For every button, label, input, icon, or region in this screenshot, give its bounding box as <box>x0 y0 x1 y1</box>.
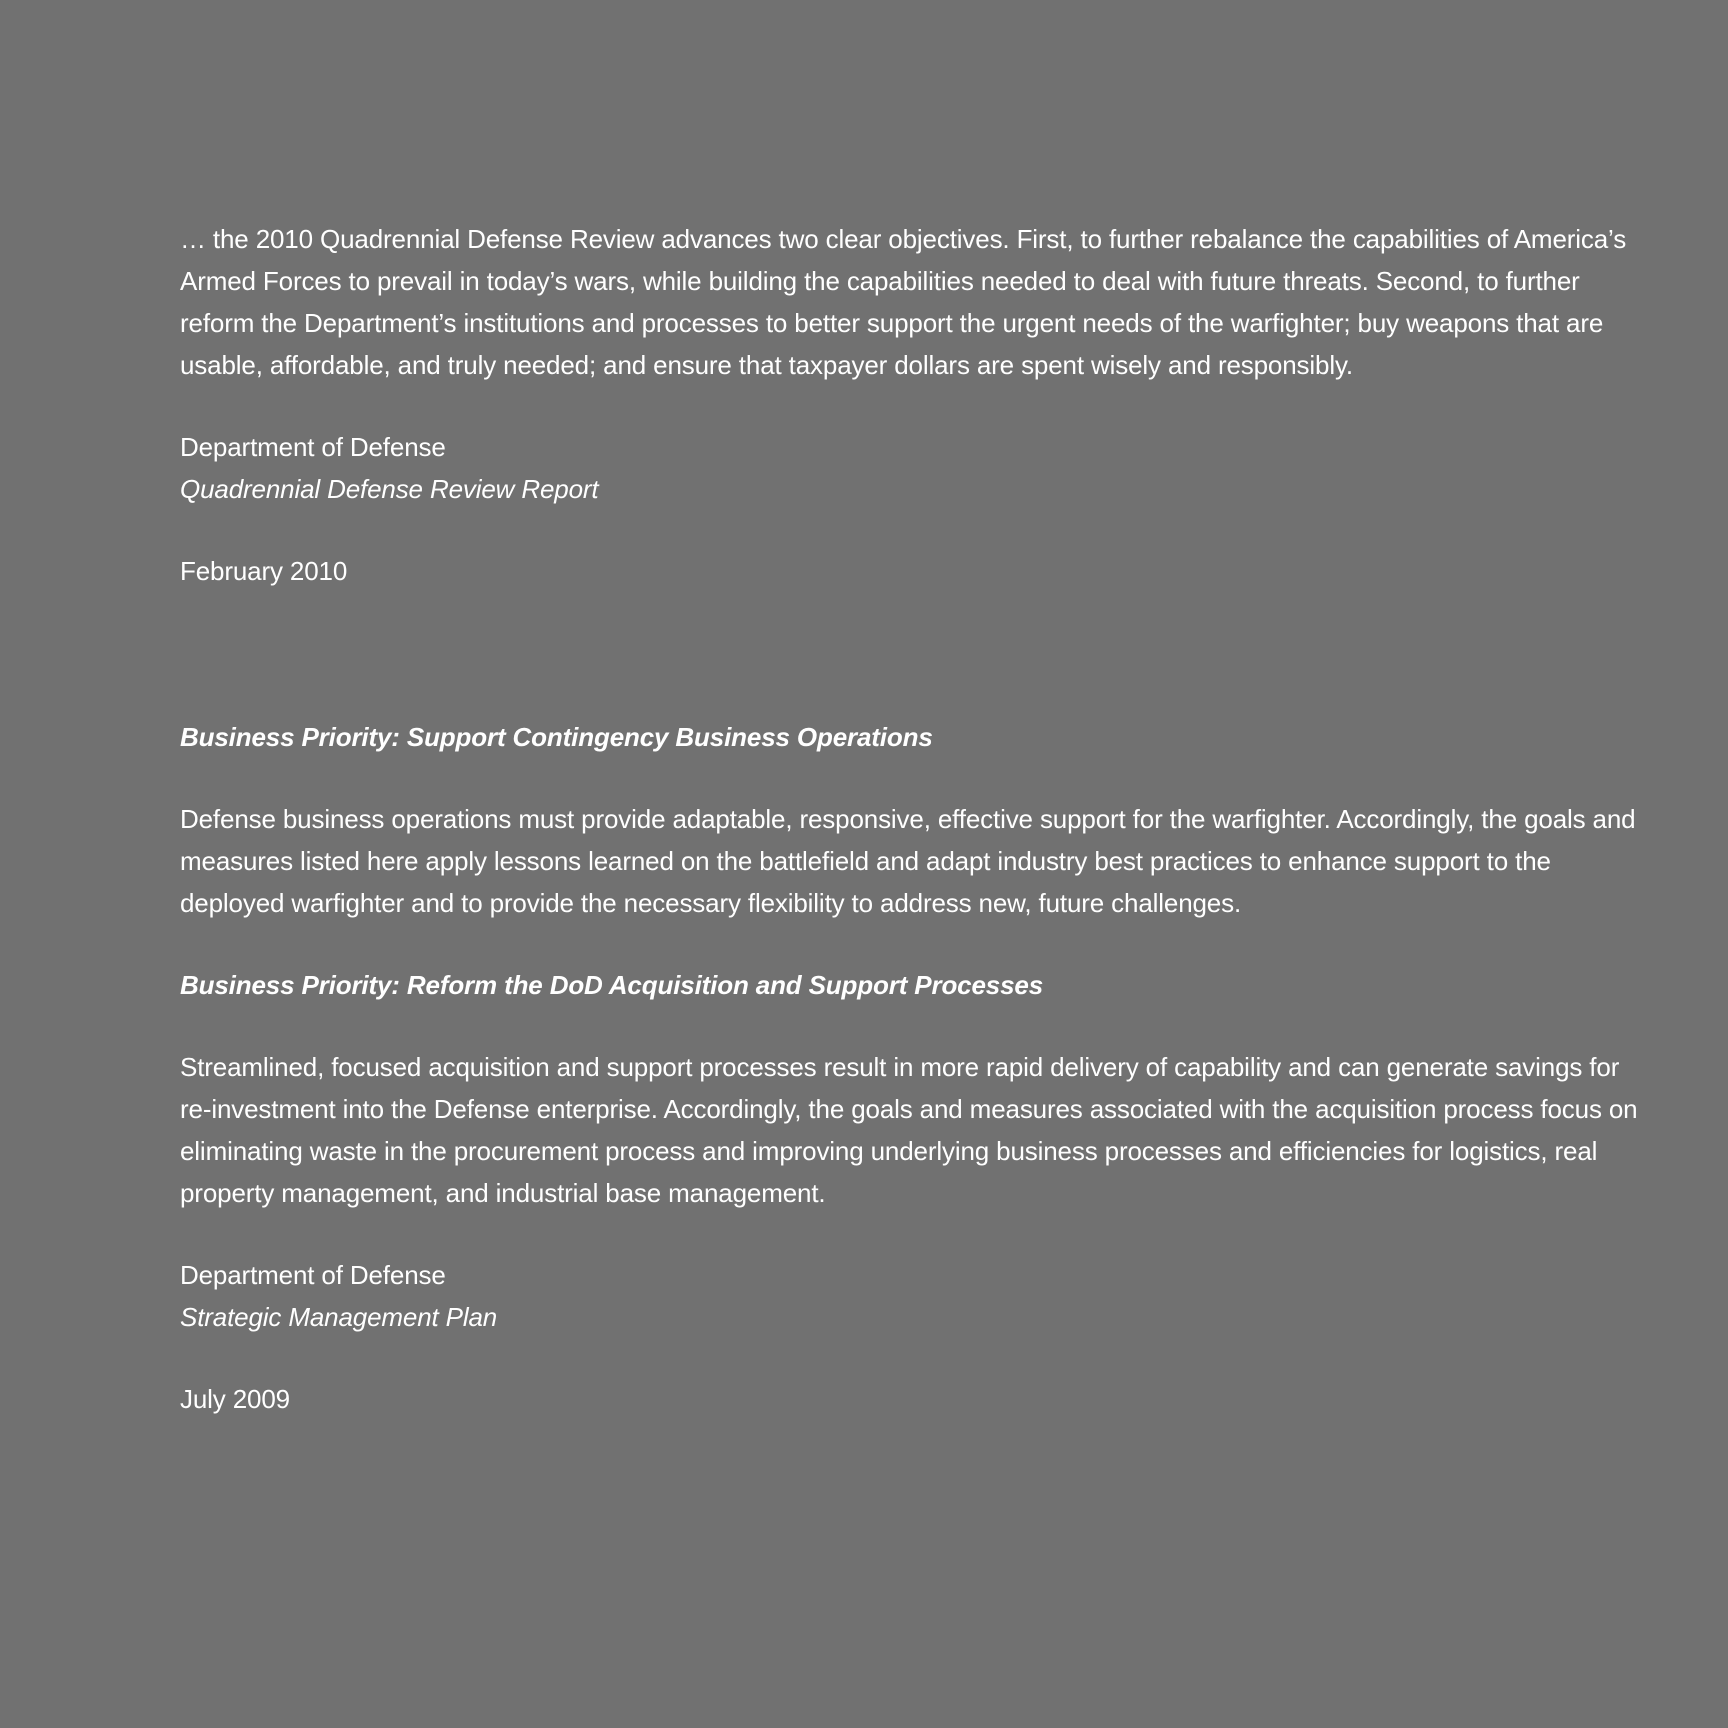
document-page <box>180 218 1650 1420</box>
qdr-quote-paragraph: … the 2010 Quadrennial Defense Review advances two clear objectives. First, to further rebalance the capabilities of America’s Armed Forces to prevail in today’s wars, while building the capabilities needed to deal with future threats. Second, to further reform the Department’s institutions and processes to better support the urgent needs of the warfighter; buy weapons that are usable, affordable, and truly needed; and ensure that taxpayer dollars are spent wisely and responsibly. <box>180 224 1627 380</box>
smp-source <box>180 1254 1650 1338</box>
section-heading-contingency-operations: Business Priority: Support Contingency Business Operations <box>180 722 933 752</box>
section-body-contingency-operations: Defense business operations must provide adaptable, responsive, effective support for the warfighter. Accordingly, the goals and measures listed here apply lessons learned on the battlefield and adapt industry best practices to enhance support to the deployed warfighter and to provide the necessary flexibility to address new, future challenges. <box>180 804 1636 918</box>
smp-source-org: Department of Defense <box>180 1260 446 1290</box>
section-body-acquisition-reform: Streamlined, focused acquisition and support processes result in more rapid delivery of capability and can generate savings for re-investment into the Defense enterprise. Accordingly, the goals and measures associated with the acquisition process focus on eliminating waste in the procurement process and improving underlying business processes and efficiencies for logistics, real property management, and industrial base management. <box>180 1052 1638 1208</box>
qdr-source-publication: Quadrennial Defense Review Report <box>180 474 599 504</box>
section-heading-acquisition-reform: Business Priority: Reform the DoD Acquisition and Support Processes <box>180 970 1044 1000</box>
qdr-source-org: Department of Defense <box>180 432 446 462</box>
smp-source-date: July 2009 <box>180 1384 290 1414</box>
smp-source-publication: Strategic Management Plan <box>180 1302 498 1332</box>
qdr-source <box>180 426 1650 510</box>
qdr-source-date: February 2010 <box>180 556 348 586</box>
